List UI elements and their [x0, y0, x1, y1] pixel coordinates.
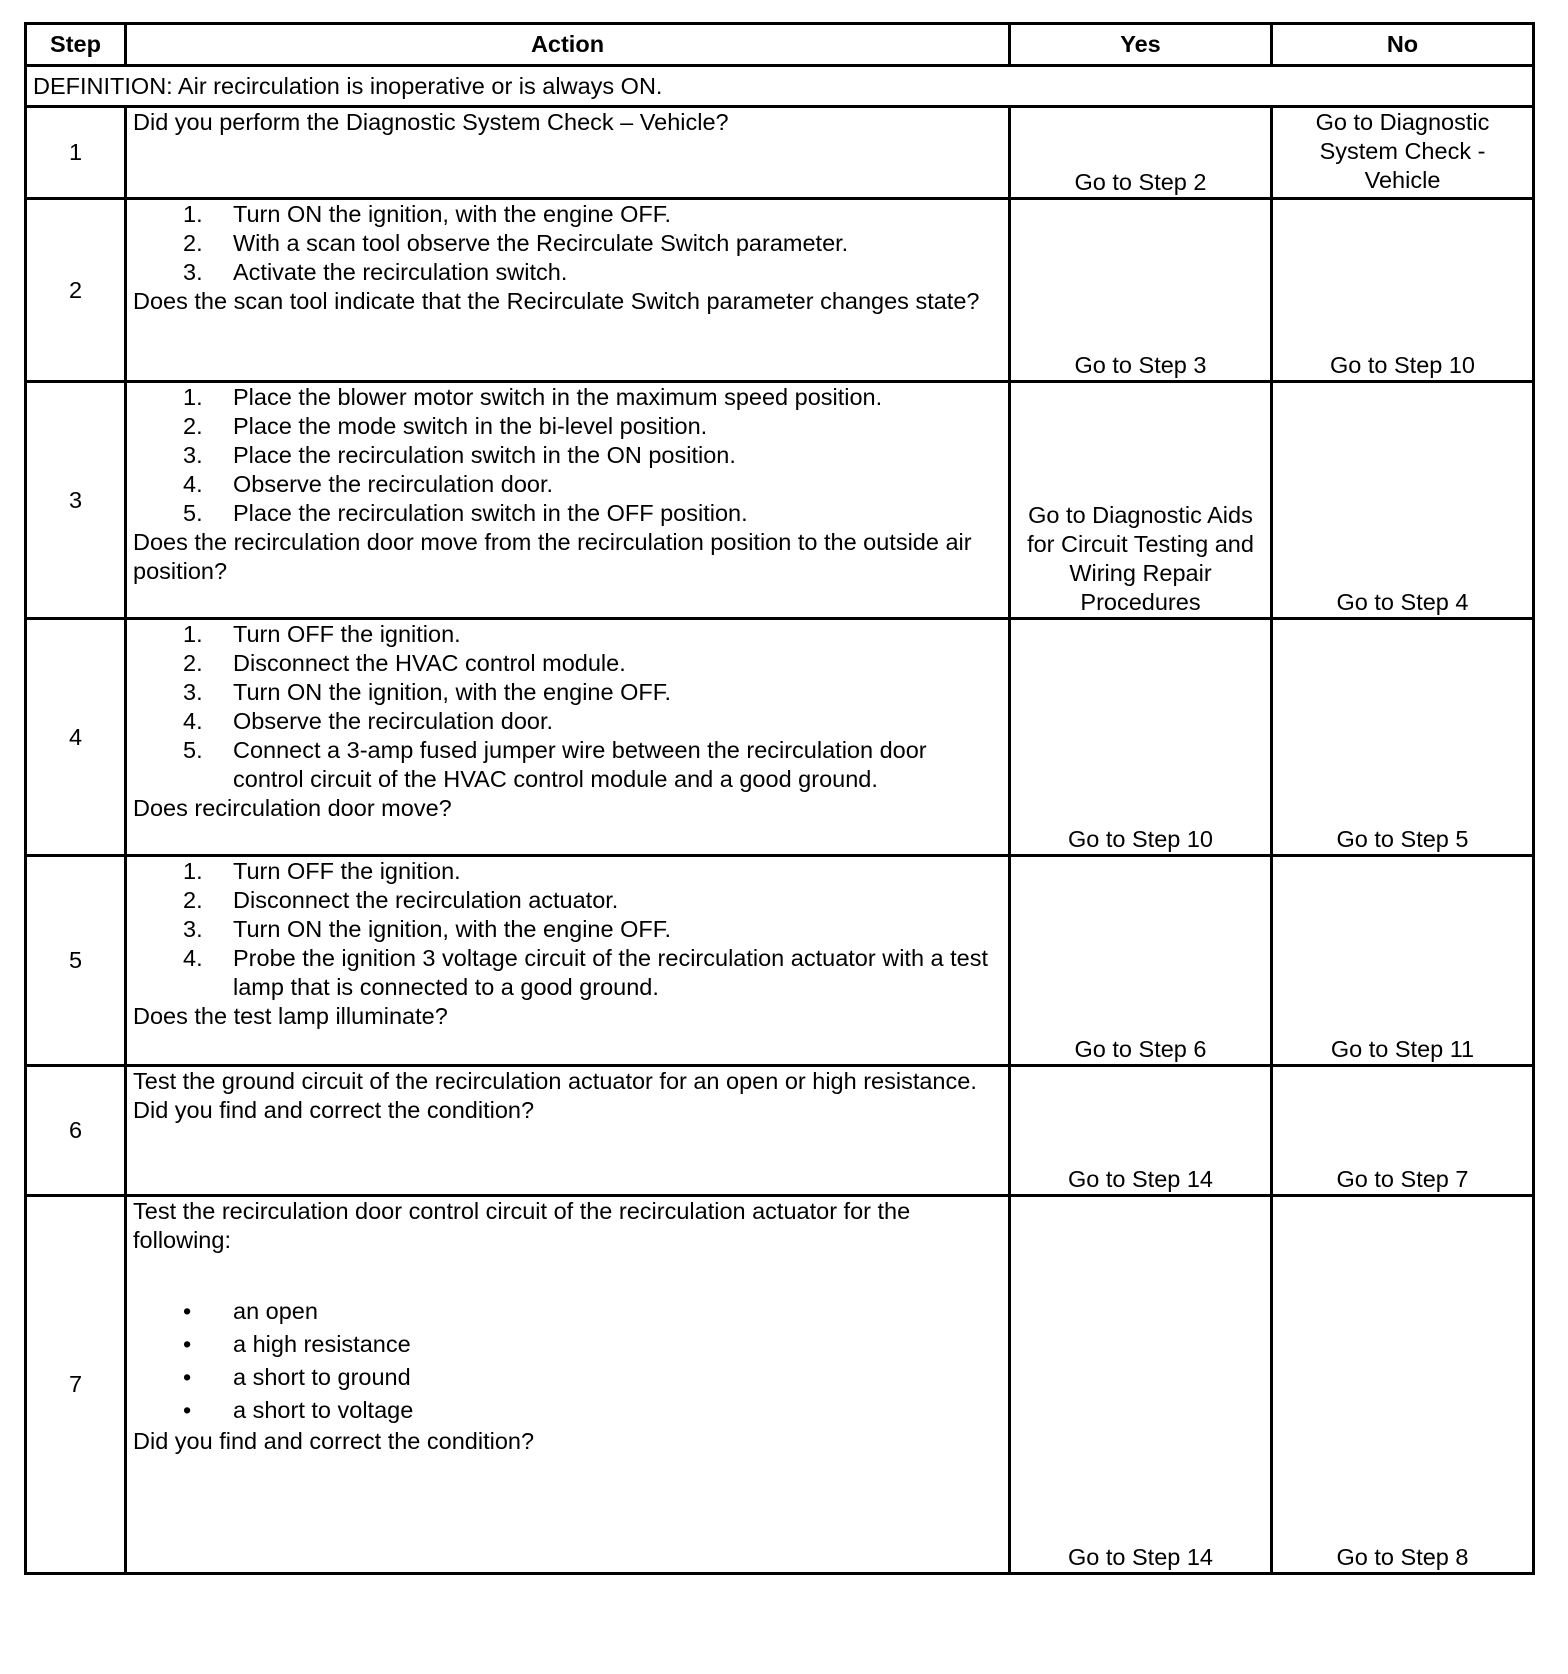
- step-number: 2: [26, 199, 126, 382]
- action-question: Did you find and correct the condition?: [133, 1428, 535, 1454]
- step-number: 3: [26, 382, 126, 619]
- item-text: Turn ON the ignition, with the engine OFF.: [233, 916, 672, 942]
- item-number: 2.: [183, 413, 203, 439]
- item-text: Place the mode switch in the bi-level position.: [233, 413, 708, 439]
- list-item: [133, 944, 1002, 1002]
- list-item: [133, 707, 1002, 736]
- list-item: [133, 200, 1002, 229]
- step-number: 1: [26, 107, 126, 199]
- bullet-icon: •: [183, 1298, 192, 1324]
- item-text: Observe the recirculation door.: [233, 471, 554, 497]
- header-step: Step: [26, 24, 126, 66]
- bullet-icon: •: [183, 1331, 192, 1357]
- list-item: [133, 383, 1002, 412]
- item-text: Place the blower motor switch in the maximum speed position.: [233, 384, 883, 410]
- item-text: With a scan tool observe the Recirculate Switch parameter.: [233, 230, 849, 256]
- list-item: [133, 857, 1002, 886]
- list-item: [133, 620, 1002, 649]
- item-number: 1.: [183, 384, 203, 410]
- yes-cell: Go to Diagnostic Aids for Circuit Testing and Wiring Repair Procedures: [1010, 382, 1272, 619]
- item-text: Disconnect the recirculation actuator.: [233, 887, 619, 913]
- no-cell: Go to Step 7: [1272, 1066, 1534, 1196]
- action-cell: [126, 199, 1010, 382]
- step-number: 6: [26, 1066, 126, 1196]
- list-item: [133, 1295, 1002, 1328]
- definition-row: [26, 66, 1534, 107]
- procedure-list: [133, 383, 1002, 528]
- action-text: Test the ground circuit of the recirculation actuator for an open or high resistance.: [133, 1068, 977, 1094]
- yes-cell: Go to Step 2: [1010, 107, 1272, 199]
- no-cell: Go to Step 8: [1272, 1196, 1534, 1574]
- list-item: [133, 649, 1002, 678]
- action-cell: [126, 1066, 1010, 1196]
- step-number: 7: [26, 1196, 126, 1574]
- item-text: an open: [233, 1298, 318, 1324]
- item-text: Connect a 3-amp fused jumper wire between the recirculation door control circuit of the HVAC control module and a good ground.: [233, 737, 927, 792]
- list-item: [133, 441, 1002, 470]
- item-number: 3.: [183, 916, 203, 942]
- list-item: [133, 229, 1002, 258]
- list-item: [133, 1361, 1002, 1394]
- item-number: 4.: [183, 945, 203, 971]
- action-cell: [126, 1196, 1010, 1574]
- procedure-list: [133, 857, 1002, 1002]
- bullet-icon: •: [183, 1397, 192, 1423]
- action-cell: [126, 382, 1010, 619]
- definition-text: DEFINITION: Air recirculation is inoperative or is always ON.: [26, 66, 1534, 107]
- bullet-icon: •: [183, 1364, 192, 1390]
- no-cell: Go to Step 10: [1272, 199, 1534, 382]
- item-number: 1.: [183, 621, 203, 647]
- item-number: 4.: [183, 708, 203, 734]
- item-number: 5.: [183, 500, 203, 526]
- procedure-list: [133, 620, 1002, 794]
- action-cell: [126, 107, 1010, 199]
- diagnostic-table: [24, 22, 1535, 1575]
- item-text: a short to voltage: [233, 1397, 414, 1423]
- item-number: 3.: [183, 679, 203, 705]
- list-item: [133, 412, 1002, 441]
- action-question: Does recirculation door move?: [133, 795, 452, 821]
- action-cell: [126, 619, 1010, 856]
- table-row: [26, 1196, 1534, 1574]
- item-number: 2.: [183, 887, 203, 913]
- yes-cell: Go to Step 10: [1010, 619, 1272, 856]
- step-number: 4: [26, 619, 126, 856]
- item-number: 1.: [183, 201, 203, 227]
- header-action: Action: [126, 24, 1010, 66]
- list-item: [133, 886, 1002, 915]
- item-number: 3.: [183, 442, 203, 468]
- list-item: [133, 1328, 1002, 1361]
- list-item: [133, 915, 1002, 944]
- yes-cell: Go to Step 6: [1010, 856, 1272, 1066]
- action-text: Test the recirculation door control circuit of the recirculation actuator for the following:: [133, 1198, 911, 1253]
- list-item: [133, 736, 1002, 794]
- item-text: Turn ON the ignition, with the engine OFF.: [233, 679, 672, 705]
- action-question: Did you perform the Diagnostic System Check – Vehicle?: [133, 109, 729, 135]
- list-item: [133, 499, 1002, 528]
- action-question: Did you find and correct the condition?: [133, 1097, 535, 1123]
- header-no: No: [1272, 24, 1534, 66]
- procedure-list: [133, 200, 1002, 287]
- item-number: 1.: [183, 858, 203, 884]
- list-item: [133, 678, 1002, 707]
- item-number: 5.: [183, 737, 203, 763]
- item-text: a short to ground: [233, 1364, 411, 1390]
- item-number: 2.: [183, 230, 203, 256]
- yes-cell: Go to Step 3: [1010, 199, 1272, 382]
- item-text: Place the recirculation switch in the OFF position.: [233, 500, 748, 526]
- item-text: Probe the ignition 3 voltage circuit of the recirculation actuator with a test lamp that is connected to a good ground.: [233, 945, 989, 1000]
- item-number: 2.: [183, 650, 203, 676]
- item-text: Turn OFF the ignition.: [233, 858, 461, 884]
- action-question: Does the test lamp illuminate?: [133, 1003, 448, 1029]
- no-cell: Go to Step 4: [1272, 382, 1534, 619]
- table-row: [26, 382, 1534, 619]
- list-item: [133, 470, 1002, 499]
- header-yes: Yes: [1010, 24, 1272, 66]
- item-text: Disconnect the HVAC control module.: [233, 650, 626, 676]
- no-cell: Go to Step 11: [1272, 856, 1534, 1066]
- table-row: [26, 1066, 1534, 1196]
- table-row: [26, 199, 1534, 382]
- action-question: Does the recirculation door move from the recirculation position to the outside air position?: [133, 529, 972, 584]
- action-cell: [126, 856, 1010, 1066]
- item-text: Turn ON the ignition, with the engine OFF.: [233, 201, 672, 227]
- list-item: [133, 1394, 1002, 1427]
- list-item: [133, 258, 1002, 287]
- yes-cell: Go to Step 14: [1010, 1066, 1272, 1196]
- table-row: [26, 107, 1534, 199]
- item-text: Observe the recirculation door.: [233, 708, 554, 734]
- item-text: a high resistance: [233, 1331, 411, 1357]
- item-text: Activate the recirculation switch.: [233, 259, 568, 285]
- yes-cell: Go to Step 14: [1010, 1196, 1272, 1574]
- table-row: [26, 619, 1534, 856]
- item-number: 4.: [183, 471, 203, 497]
- step-number: 5: [26, 856, 126, 1066]
- item-number: 3.: [183, 259, 203, 285]
- item-text: Turn OFF the ignition.: [233, 621, 461, 647]
- no-cell: Go to Diagnostic System Check - Vehicle: [1272, 107, 1534, 199]
- action-question: Does the scan tool indicate that the Recirculate Switch parameter changes state?: [133, 288, 980, 314]
- item-text: Place the recirculation switch in the ON position.: [233, 442, 736, 468]
- bullet-list: [133, 1295, 1002, 1427]
- header-row: [26, 24, 1534, 66]
- no-cell: Go to Step 5: [1272, 619, 1534, 856]
- table-row: [26, 856, 1534, 1066]
